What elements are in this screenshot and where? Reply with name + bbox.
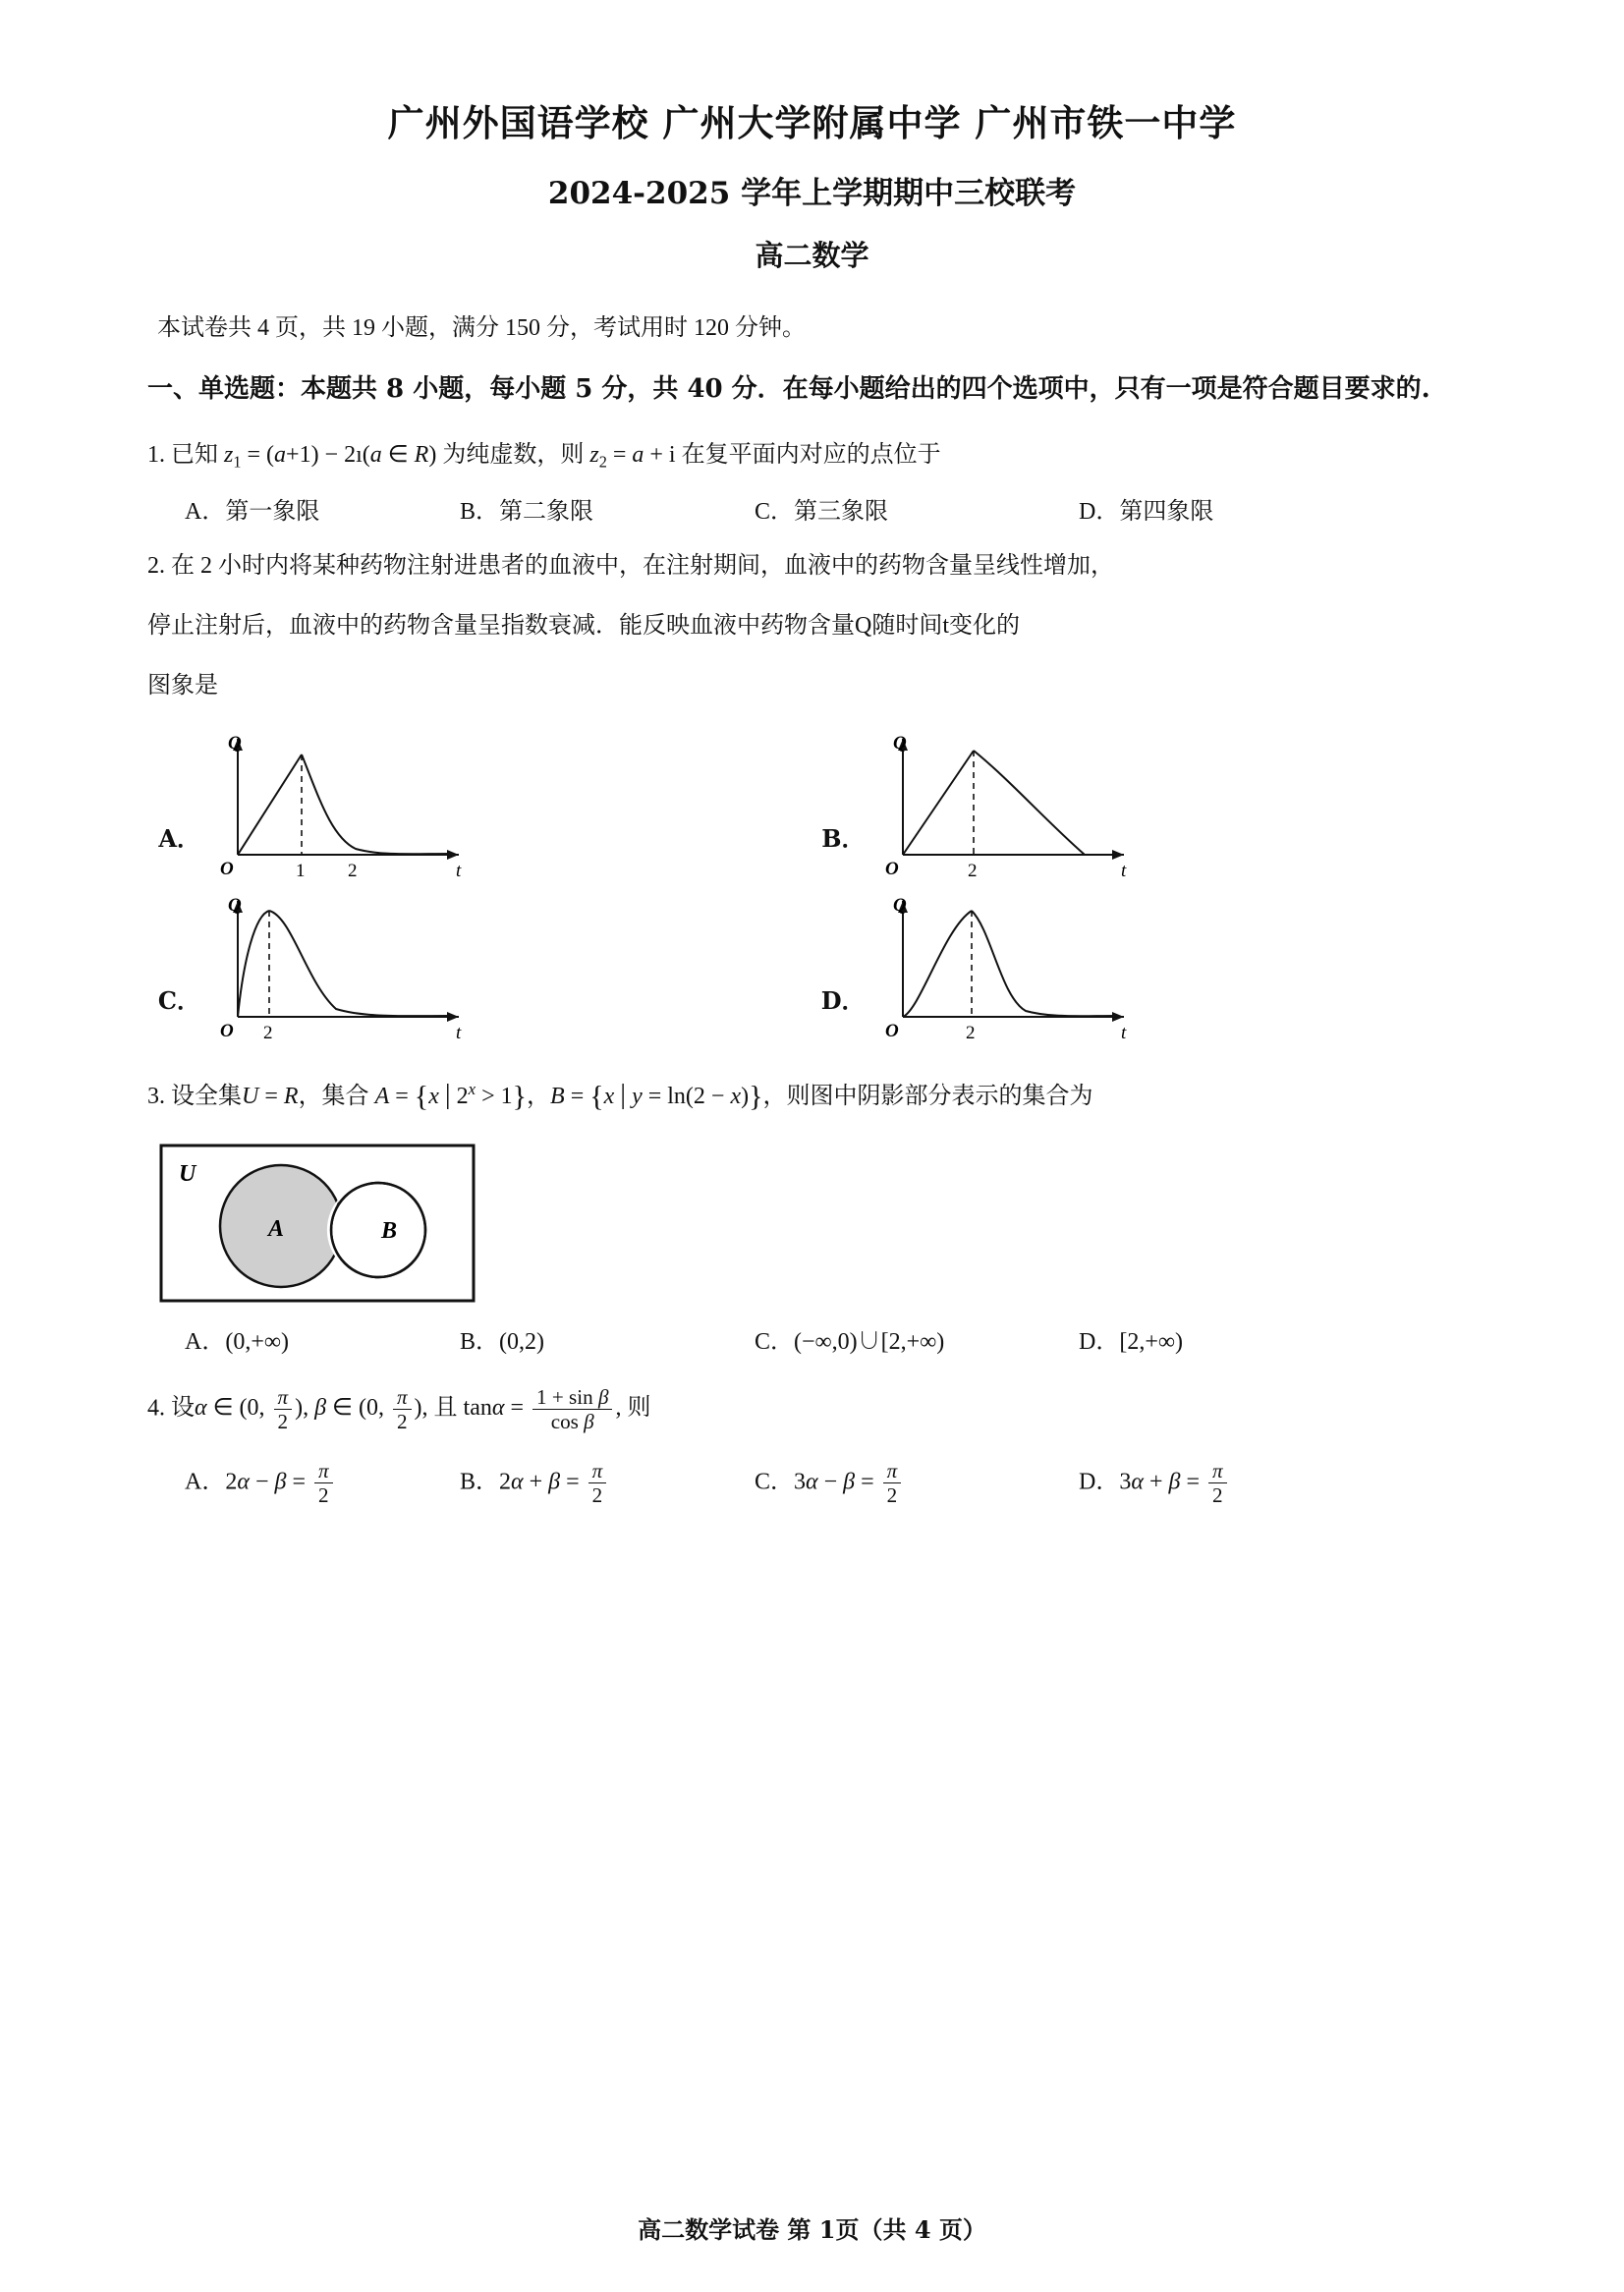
q1-stem-mid: 为纯虚数，则 <box>442 441 585 468</box>
question-3-options <box>147 1321 1477 1356</box>
figure-d-label: D． <box>820 985 866 1015</box>
q4-number: 4. <box>147 1394 165 1421</box>
svg-text:t: t <box>1120 860 1126 879</box>
venn-label-a: A <box>268 1215 285 1242</box>
question-3 <box>147 1067 1477 1126</box>
q2-number: 2. <box>147 553 165 580</box>
q1-number: 1. <box>147 441 165 468</box>
svg-text:t: t <box>456 860 462 879</box>
q1-option-b[interactable]: B．第二象限 <box>460 499 594 526</box>
q2-line-2: 停止注射后，血液中的药物含量呈指数衰减．能反映血液中药物含量Q随时间t变化的 <box>147 613 1020 640</box>
svg-text:2: 2 <box>263 1022 273 1041</box>
q1-option-d[interactable]: D．第四象限 <box>1079 499 1214 526</box>
exam-note: 本试卷共 4 页，共 19 小题，满分 150 分，考试用时 120 分钟。 <box>157 315 806 341</box>
svg-text:t: t <box>456 1022 462 1041</box>
section-1-heading: 一、单选题：本题共 8 小题，每小题 5 分，共 40 分．在每小题给出的四个选项中，只有一项是符合题目要求的. <box>147 374 1430 404</box>
figure-a-graph <box>208 727 503 879</box>
q1-stem-pre: 已知 <box>171 441 218 468</box>
svg-text:2: 2 <box>965 1022 975 1041</box>
page-title-exam: 2024-2025 学年上学期期中三校联考 <box>547 176 1077 211</box>
q2-line-2-wrap <box>147 603 1477 649</box>
q3-option-a[interactable]: A．(0,+∞) <box>185 1328 289 1355</box>
q4-option-a[interactable]: A．2α − β = $\frac{\pi}{2}$ <box>147 1459 460 1508</box>
q1-stem-post: 在复平面内对应的点位于 <box>681 441 941 468</box>
q2-line-3: 图象是 <box>147 672 218 699</box>
figure-b-graph <box>873 727 1168 879</box>
figure-d-graph <box>873 889 1168 1041</box>
question-3-venn-figure <box>157 1140 1477 1312</box>
svg-text:2: 2 <box>967 860 977 879</box>
q3-option-d[interactable]: D．[2,+∞) <box>1079 1328 1183 1355</box>
figure-c-label: C． <box>157 985 200 1015</box>
q3-option-c[interactable]: C．(−∞,0)∪[2,+∞) <box>755 1328 945 1355</box>
q3-option-b[interactable]: B．(0,2) <box>460 1328 544 1355</box>
question-4 <box>147 1385 1477 1434</box>
q2-line-3-wrap <box>147 663 1477 709</box>
svg-text:t: t <box>1120 1022 1126 1041</box>
svg-text:O: O <box>220 1020 234 1041</box>
svg-text:O: O <box>884 858 899 879</box>
figure-b-label: B． <box>821 823 866 853</box>
question-4-options <box>147 1459 1477 1508</box>
question-1-options <box>147 491 1477 526</box>
svg-text:2: 2 <box>348 860 358 879</box>
question-2-figures <box>147 727 1477 1041</box>
q4-option-b[interactable]: B．2α + β = $\frac{\pi}{2}$ <box>460 1459 755 1508</box>
figure-cell-c <box>147 889 812 1041</box>
question-1 <box>147 432 1477 478</box>
figure-row-top <box>147 727 1477 879</box>
q2-line-1: 在 2 小时内将某种药物注射进患者的血液中，在注射期间，血液中的药物含量呈线性增加， <box>171 553 1114 580</box>
q1-option-a[interactable]: A．第一象限 <box>185 499 320 526</box>
venn-label-u: U <box>179 1160 196 1187</box>
figure-c-graph <box>208 889 503 1041</box>
svg-text:O: O <box>220 858 234 879</box>
svg-text:Q: Q <box>228 732 242 754</box>
q4-option-c[interactable]: C．3α − β = $\frac{\pi}{2}$ <box>755 1459 1079 1508</box>
figure-a-label: A． <box>158 823 200 853</box>
q4-option-d[interactable]: D．3α + β = $\frac{\pi}{2}$ <box>1079 1459 1354 1508</box>
svg-text:Q: Q <box>892 732 907 754</box>
svg-text:Q: Q <box>892 894 907 916</box>
svg-text:1: 1 <box>296 860 306 879</box>
figure-row-bottom <box>147 889 1477 1041</box>
q4-stem: 设α ∈ (0, $\frac{\pi}{2}$ ), β ∈ (0, $\frac{\pi}{2}$ ), 且 tanα = $\frac{\text{1 + sin β}}{\text{cos β}}$ , 则 <box>171 1384 651 1433</box>
page-title-schools: 广州外国语学校 广州大学附属中学 广州市铁一中学 <box>387 101 1237 144</box>
svg-text:Q: Q <box>228 894 242 916</box>
page-title-subject: 高二数学 <box>755 239 869 272</box>
q1-expr-1: $z_1 = (a+1)$ − 2ı(a ∈ R) <box>224 441 437 472</box>
figure-cell-b <box>812 727 1478 879</box>
q1-option-c[interactable]: C．第三象限 <box>755 499 889 526</box>
q3-number: 3. <box>147 1083 165 1109</box>
svg-text:O: O <box>884 1020 899 1041</box>
question-2 <box>147 543 1477 589</box>
q3-stem: 设全集U = R，集合 A = {x | $2^x > 1$}，B = {x | y = ln(2 − x)}，则图中阴影部分表示的集合为 <box>171 1078 1093 1113</box>
figure-cell-a <box>147 727 812 879</box>
venn-diagram <box>157 1140 481 1307</box>
venn-label-b: B <box>381 1217 398 1244</box>
page-footer: 高二数学试卷 第 1页（共 4 页） <box>638 2215 986 2244</box>
q1-expr-2: $z_2 = a + i$ <box>589 441 676 472</box>
figure-cell-d <box>812 889 1478 1041</box>
